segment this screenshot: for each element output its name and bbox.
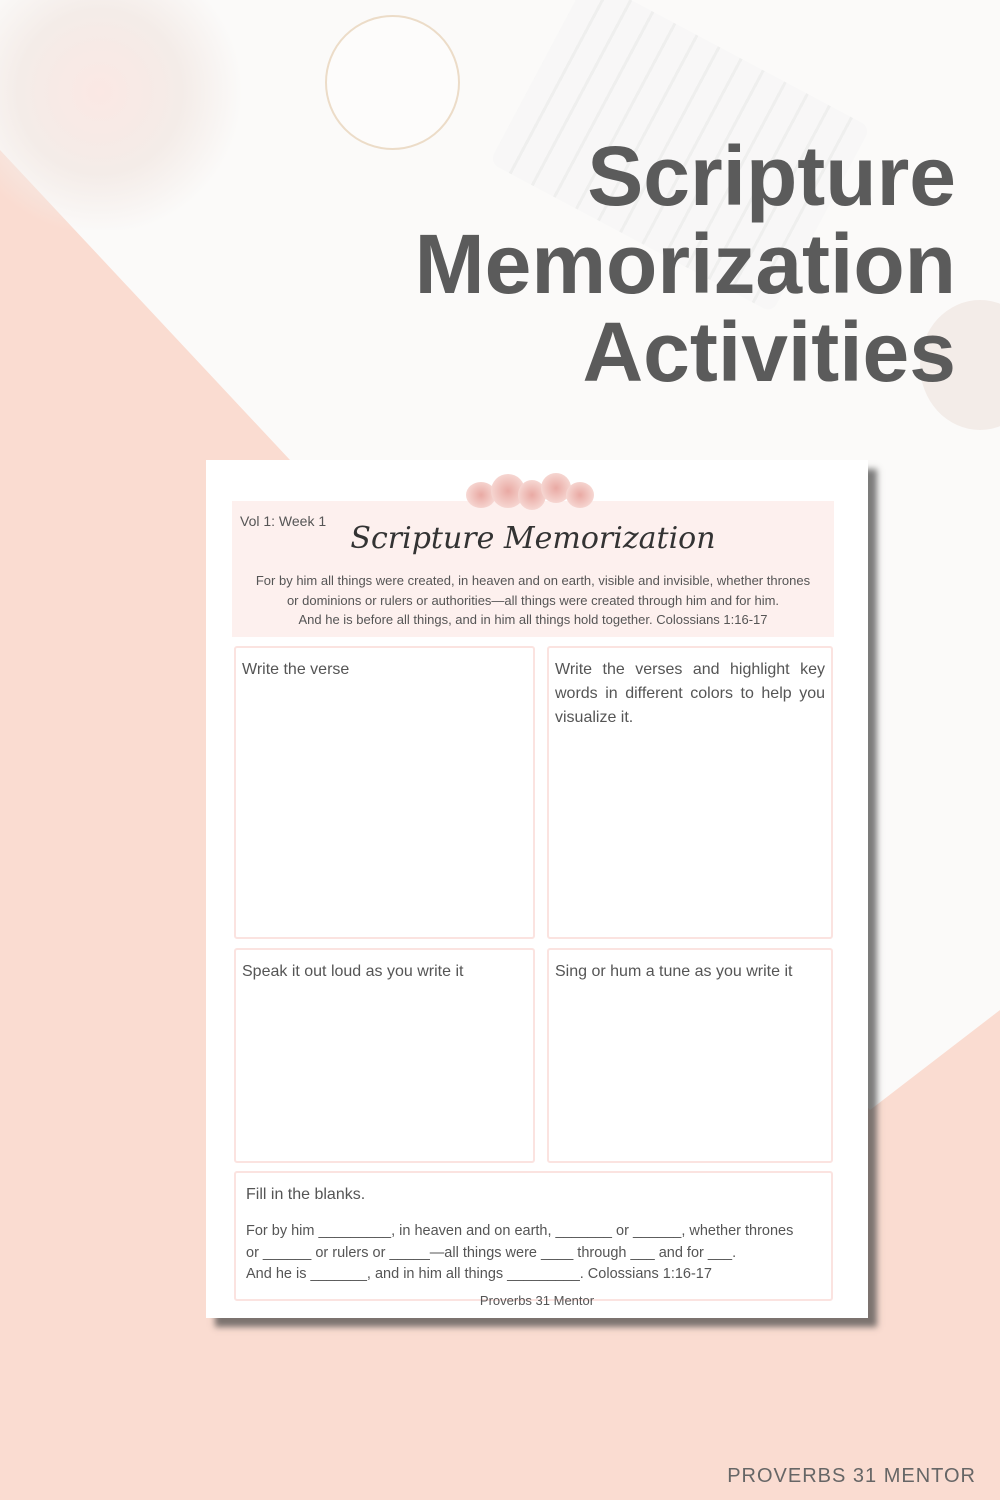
box-write-verse [234, 646, 535, 939]
headline-line: Activities [582, 305, 956, 399]
verse-text [232, 571, 834, 630]
headline [414, 129, 956, 399]
verse-line: And he is before all things, and in him all things hold together. Colossians 1:16-17 [298, 612, 768, 627]
headline-line: Memorization [414, 217, 956, 311]
fill-title: Fill in the blanks. [246, 1186, 366, 1203]
box-sing [547, 948, 833, 1163]
worksheet-footer: Proverbs 31 Mentor [479, 1293, 595, 1308]
fill-text [246, 1221, 825, 1286]
worksheet [206, 460, 868, 1318]
verse-line: For by him all things were created, in heaven and on earth, visible and invisible, whether thrones [255, 573, 811, 588]
box-fill-blanks [234, 1171, 833, 1301]
box-label: Write the verses and highlight key words in different colors to help you visualize it. [555, 661, 825, 726]
box-label: Speak it out loud as you write it [242, 963, 464, 980]
peony-flowers [0, 0, 250, 230]
box-speak [234, 948, 535, 1163]
headline-line: Scripture [587, 129, 956, 223]
box-label: Sing or hum a tune as you write it [555, 963, 793, 980]
fill-line: or ______ or rulers or _____—all things were ____ through ___ and for ___. [246, 1244, 737, 1261]
worksheet-title: Scripture Memorization [350, 521, 716, 556]
volume-label: Vol 1: Week 1 [240, 513, 327, 529]
box-highlight [547, 646, 833, 939]
rose-flowers-icon [446, 468, 606, 518]
gold-dish [325, 15, 460, 150]
fill-line: For by him _________, in heaven and on earth, _______ or ______, whether thrones [246, 1223, 794, 1239]
fill-line: And he is _______, and in him all things _________. Colossians 1:16-17 [246, 1266, 712, 1282]
brand-name: PROVERBS 31 MENTOR [727, 1465, 976, 1487]
worksheet-header [232, 501, 834, 637]
verse-line: or dominions or rulers or authorities—all things were created through him and for him. [286, 592, 780, 608]
box-label: Write the verse [242, 661, 350, 678]
